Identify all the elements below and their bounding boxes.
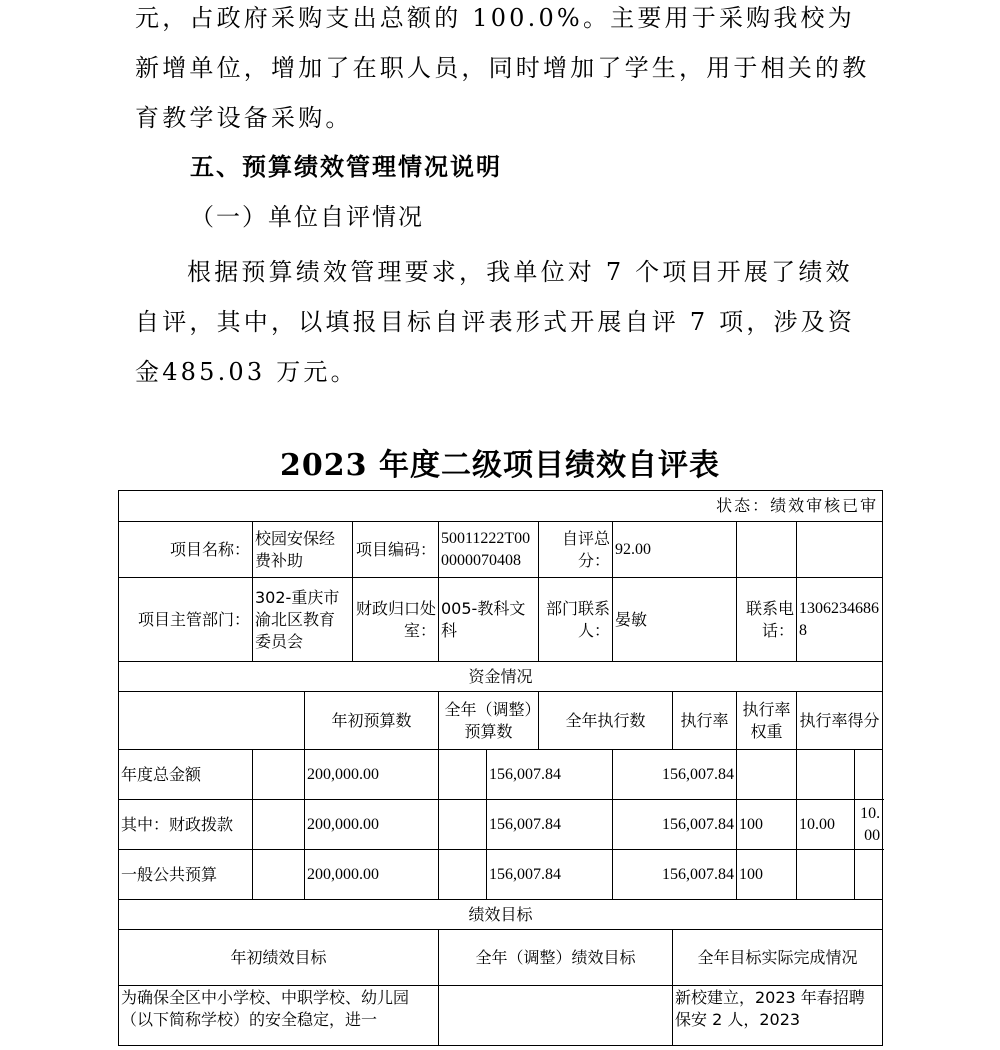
perf-actual-text: 新校建立，2023 年春招聘保安 2 人，2023: [673, 986, 883, 1046]
rate-value: 100: [737, 800, 797, 850]
perf-adjusted-text: [439, 986, 673, 1046]
perf-section-header: 绩效目标: [119, 900, 883, 930]
contact-label: 部门联系人：: [539, 578, 613, 662]
project-name-value: 校园安保经费补助: [253, 522, 353, 578]
empty-cell: [439, 800, 487, 850]
self-eval-paragraph: 根据预算绩效管理要求，我单位对 7 个项目开展了绩效自评，其中，以填报目标自评表形式开展自评 7 项，涉及资金485.03 万元。: [135, 258, 856, 386]
empty-cell: [737, 522, 797, 578]
score-value: [855, 750, 883, 800]
col-header-executed: 全年执行数: [539, 692, 673, 750]
table-row: [119, 850, 883, 900]
empty-cell: [439, 850, 487, 900]
rate-value: 100: [737, 850, 797, 900]
status-cell: 状态：绩效审核已审: [119, 491, 883, 522]
empty-cell: [797, 522, 883, 578]
weight-value: [797, 850, 855, 900]
perf-header-actual: 全年目标实际完成情况: [673, 930, 883, 986]
project-code-value: 50011222T000000070408: [439, 522, 539, 578]
empty-cell: [253, 800, 305, 850]
self-score-label: 自评总分：: [539, 522, 613, 578]
executed-value: 156,007.84: [613, 750, 737, 800]
weight-value: [797, 750, 855, 800]
row-label: 一般公共预算: [119, 850, 253, 900]
office-label: 财政归口处室：: [353, 578, 439, 662]
table-title: 2023 年度二级项目绩效自评表: [280, 448, 720, 483]
table-row: [119, 800, 883, 850]
adjusted-value: 156,007.84: [487, 850, 613, 900]
empty-cell: [253, 850, 305, 900]
office-value: 005-教科文科: [439, 578, 539, 662]
section-heading: 五、预算绩效管理情况说明: [190, 153, 502, 181]
score-value: [855, 850, 883, 900]
contact-value: 晏敏: [613, 578, 737, 662]
empty-cell: [253, 750, 305, 800]
self-score-value: 92.00: [613, 522, 737, 578]
phone-label: 联系电话：: [737, 578, 797, 662]
perf-header-initial: 年初绩效目标: [119, 930, 439, 986]
row-label: 年度总金额: [119, 750, 253, 800]
adjusted-value: 156,007.84: [487, 800, 613, 850]
project-code-label: 项目编码：: [353, 522, 439, 578]
score-value: 10.00: [855, 800, 883, 850]
perf-initial-text: 为确保全区中小学校、中职学校、幼儿园（以下简称学校）的安全稳定，进一: [119, 986, 439, 1046]
col-header-weight: 执行率权重: [737, 692, 797, 750]
initial-value: 200,000.00: [305, 750, 439, 800]
funds-section-header: 资金情况: [119, 662, 883, 692]
intro-paragraph: 元，占政府采购支出总额的 100.0%。主要用于采购我校为新增单位，增加了在职人员，同时增加了学生，用于相关的教育教学设备采购。: [135, 4, 870, 132]
initial-value: 200,000.00: [305, 850, 439, 900]
executed-value: 156,007.84: [613, 850, 737, 900]
table-row: [119, 986, 883, 1046]
weight-value: 10.00: [797, 800, 855, 850]
perf-header-adjusted: 全年（调整）绩效目标: [439, 930, 673, 986]
phone-value: 13062346868: [797, 578, 883, 662]
dept-label: 项目主管部门：: [119, 578, 253, 662]
dept-value: 302-重庆市渝北区教育委员会: [253, 578, 353, 662]
col-header-initial: 年初预算数: [305, 692, 439, 750]
row-label: 其中：财政拨款: [119, 800, 253, 850]
funds-header-blank: [119, 692, 305, 750]
col-header-rate: 执行率: [673, 692, 737, 750]
project-name-label: 项目名称：: [119, 522, 253, 578]
table-row: [119, 750, 883, 800]
subsection-heading: （一）单位自评情况: [190, 203, 424, 231]
col-header-score: 执行率得分: [797, 692, 883, 750]
col-header-adjusted: 全年（调整）预算数: [439, 692, 539, 750]
performance-table: [118, 490, 883, 1046]
executed-value: 156,007.84: [613, 800, 737, 850]
rate-value: [737, 750, 797, 800]
adjusted-value: 156,007.84: [487, 750, 613, 800]
empty-cell: [439, 750, 487, 800]
initial-value: 200,000.00: [305, 800, 439, 850]
